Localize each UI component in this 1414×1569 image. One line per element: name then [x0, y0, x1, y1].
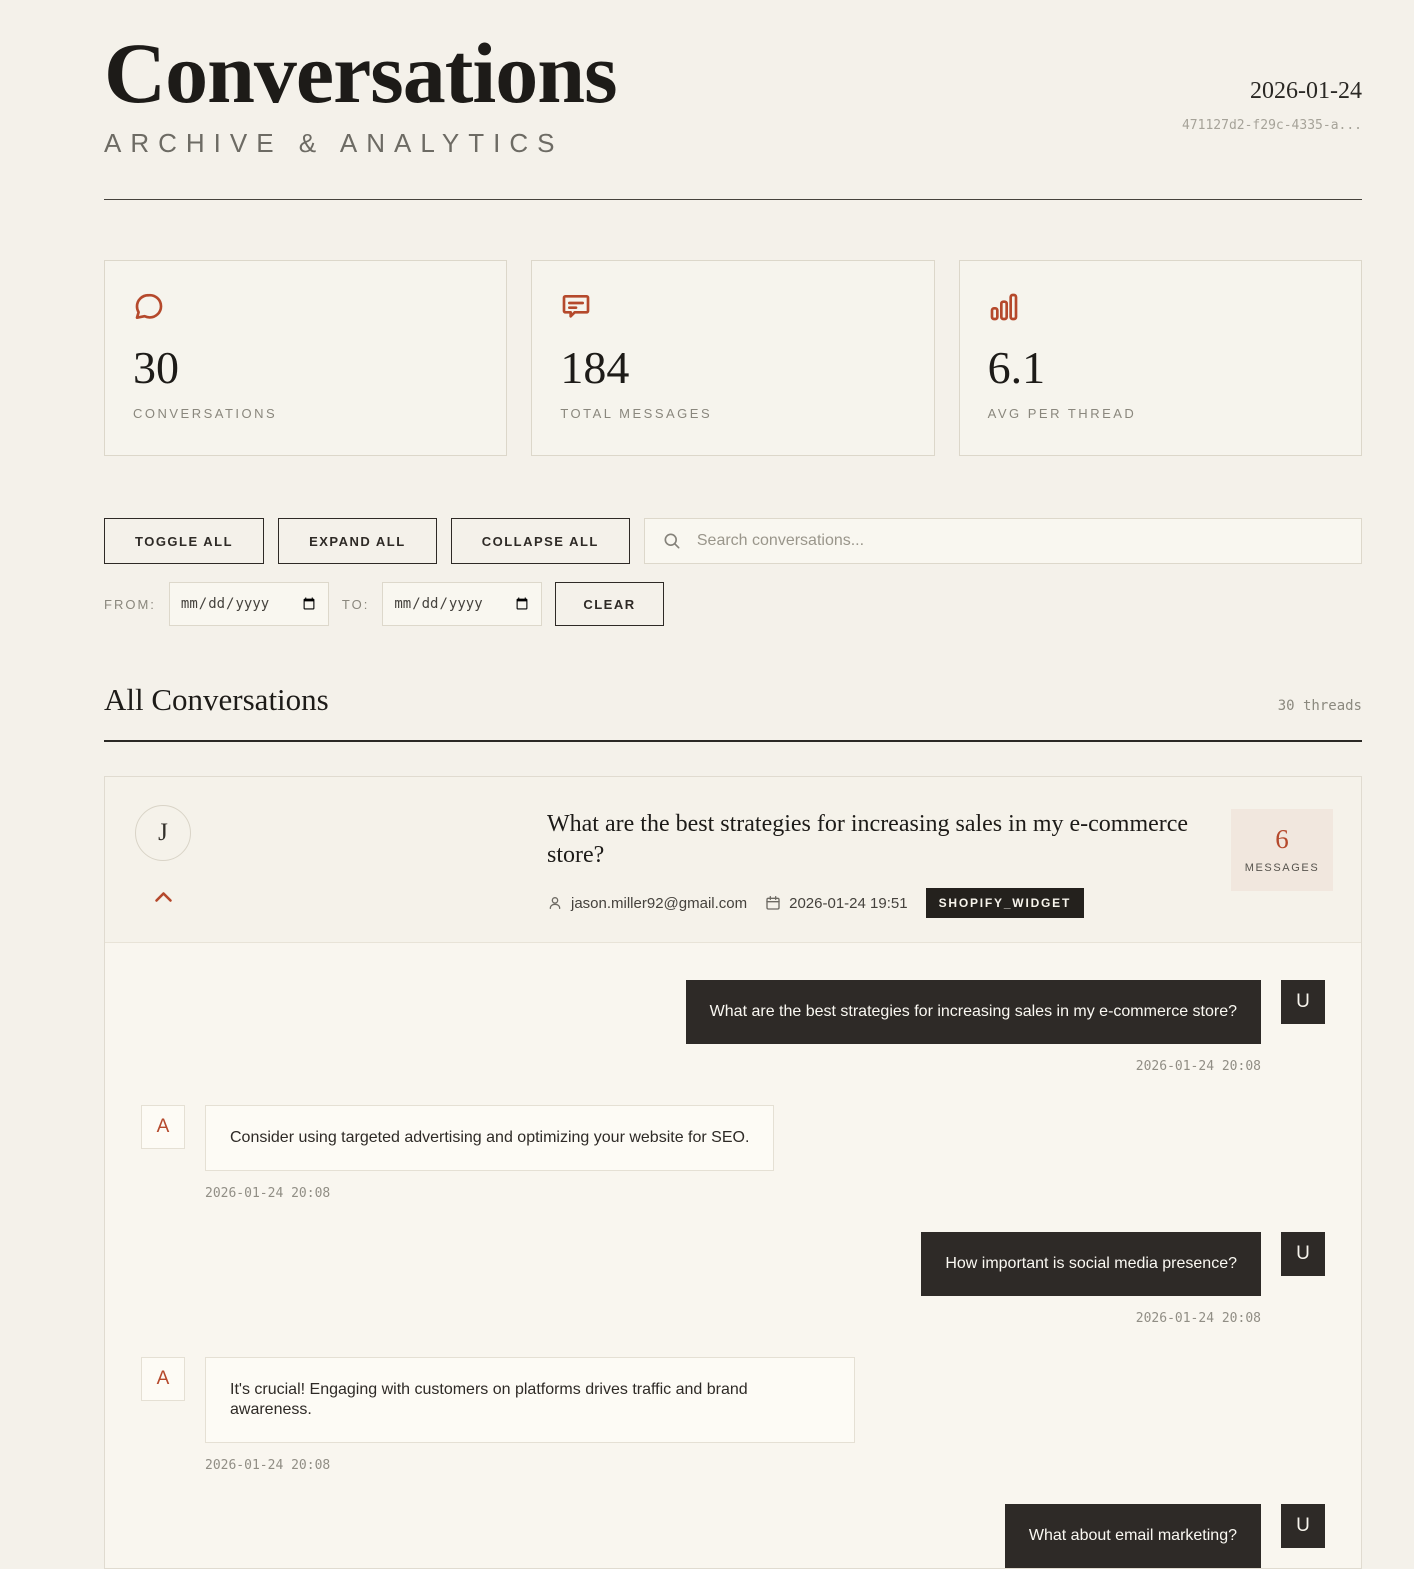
date-filter-row: [104, 582, 1362, 626]
thread-datetime: 2026-01-24 19:51: [789, 894, 908, 912]
thread-count: 30 threads: [1277, 698, 1362, 714]
clear-dates-button[interactable]: CLEAR: [555, 582, 663, 626]
bar-chart-icon: [988, 291, 1333, 323]
to-date-input[interactable]: [382, 582, 542, 626]
message-bubble: What are the best strategies for increasing sales in my e-commerce store?: [686, 980, 1261, 1044]
thread-datetime-item: [765, 895, 907, 912]
message-bubble: What about email marketing?: [1005, 1504, 1261, 1568]
stat-card-total-messages: [531, 260, 934, 456]
thread-info: [547, 809, 1207, 918]
assistant-avatar: A: [141, 1357, 185, 1401]
list-divider: [104, 740, 1362, 742]
list-heading-row: [104, 682, 1362, 718]
page-subtitle: ARCHIVE & ANALYTICS: [104, 128, 564, 158]
user-avatar: U: [1281, 1232, 1325, 1276]
stat-value: 184: [560, 342, 630, 393]
message-row-user: [141, 980, 1325, 1044]
page-header: [104, 0, 1362, 200]
chat-bubble-icon: [133, 291, 478, 323]
message-timestamp: 2026-01-24 20:08: [205, 1458, 331, 1474]
page-title: Conversations: [104, 25, 617, 121]
stat-value: 6.1: [987, 342, 1046, 393]
message-timestamp: 2026-01-24 20:08: [1135, 1059, 1261, 1075]
message-square-icon: [560, 291, 905, 323]
collapse-all-button[interactable]: COLLAPSE ALL: [451, 518, 630, 564]
message-timestamp: 2026-01-24 20:08: [1135, 1311, 1261, 1327]
search-box: [644, 518, 1362, 564]
source-badge: SHOPIFY_WIDGET: [926, 888, 1085, 918]
message-count-label: MESSAGES: [1244, 862, 1320, 874]
calendar-icon: [765, 895, 781, 911]
user-avatar: U: [1281, 1504, 1325, 1548]
stat-label: TOTAL MESSAGES: [560, 406, 713, 421]
header-divider: [104, 199, 1362, 200]
message-bubble: It's crucial! Engaging with customers on platforms drives traffic and brand awareness.: [205, 1357, 855, 1443]
thread-meta: [547, 888, 1207, 918]
user-icon: [547, 895, 563, 911]
to-label: TO:: [341, 596, 370, 612]
from-label: FROM:: [104, 596, 156, 612]
thread-avatar-column: [133, 805, 193, 905]
stat-label: CONVERSATIONS: [133, 406, 278, 421]
user-avatar: U: [1281, 980, 1325, 1024]
from-date-input[interactable]: [169, 582, 329, 626]
header-date: 2026-01-24: [1250, 78, 1362, 104]
expand-all-button[interactable]: EXPAND ALL: [278, 518, 437, 564]
search-icon: [662, 531, 682, 551]
stat-card-conversations: [104, 260, 507, 456]
thread-title: What are the best strategies for increasing sales in my e-commerce store?: [547, 811, 1189, 869]
thread-email-item: [547, 895, 747, 912]
toolbar: [104, 518, 1362, 564]
conversation-thread-card: [104, 776, 1362, 1569]
message-row-assistant: [141, 1105, 1325, 1171]
message-count: 6: [1275, 824, 1289, 854]
chevron-up-icon: [154, 891, 173, 906]
header-meta: [1182, 78, 1362, 133]
stat-card-avg-per-thread: [959, 260, 1362, 456]
thread-header: [105, 777, 1361, 943]
message-timestamp: 2026-01-24 20:08: [205, 1186, 331, 1202]
session-id: 471127d2-f29c-4335-a...: [1181, 118, 1362, 133]
thread-email: jason.miller92@gmail.com: [571, 894, 748, 912]
thread-messages: [105, 943, 1361, 1568]
thread-main: [193, 805, 1333, 918]
message-count-badge: [1231, 809, 1333, 891]
collapse-thread-button[interactable]: [152, 889, 175, 905]
message-bubble: How important is social media presence?: [921, 1232, 1261, 1296]
stats-row: [104, 260, 1362, 456]
message-row-user: [141, 1504, 1325, 1568]
message-row-assistant: [141, 1357, 1325, 1443]
toggle-all-button[interactable]: TOGGLE ALL: [104, 518, 264, 564]
stat-value: 30: [133, 342, 179, 393]
search-input[interactable]: [695, 531, 1344, 551]
message-row-user: [141, 1232, 1325, 1296]
message-bubble: Consider using targeted advertising and optimizing your website for SEO.: [205, 1105, 774, 1171]
assistant-avatar: A: [141, 1105, 185, 1149]
stat-label: AVG PER THREAD: [987, 406, 1137, 421]
list-heading: All Conversations: [104, 682, 329, 717]
avatar: J: [135, 805, 191, 861]
